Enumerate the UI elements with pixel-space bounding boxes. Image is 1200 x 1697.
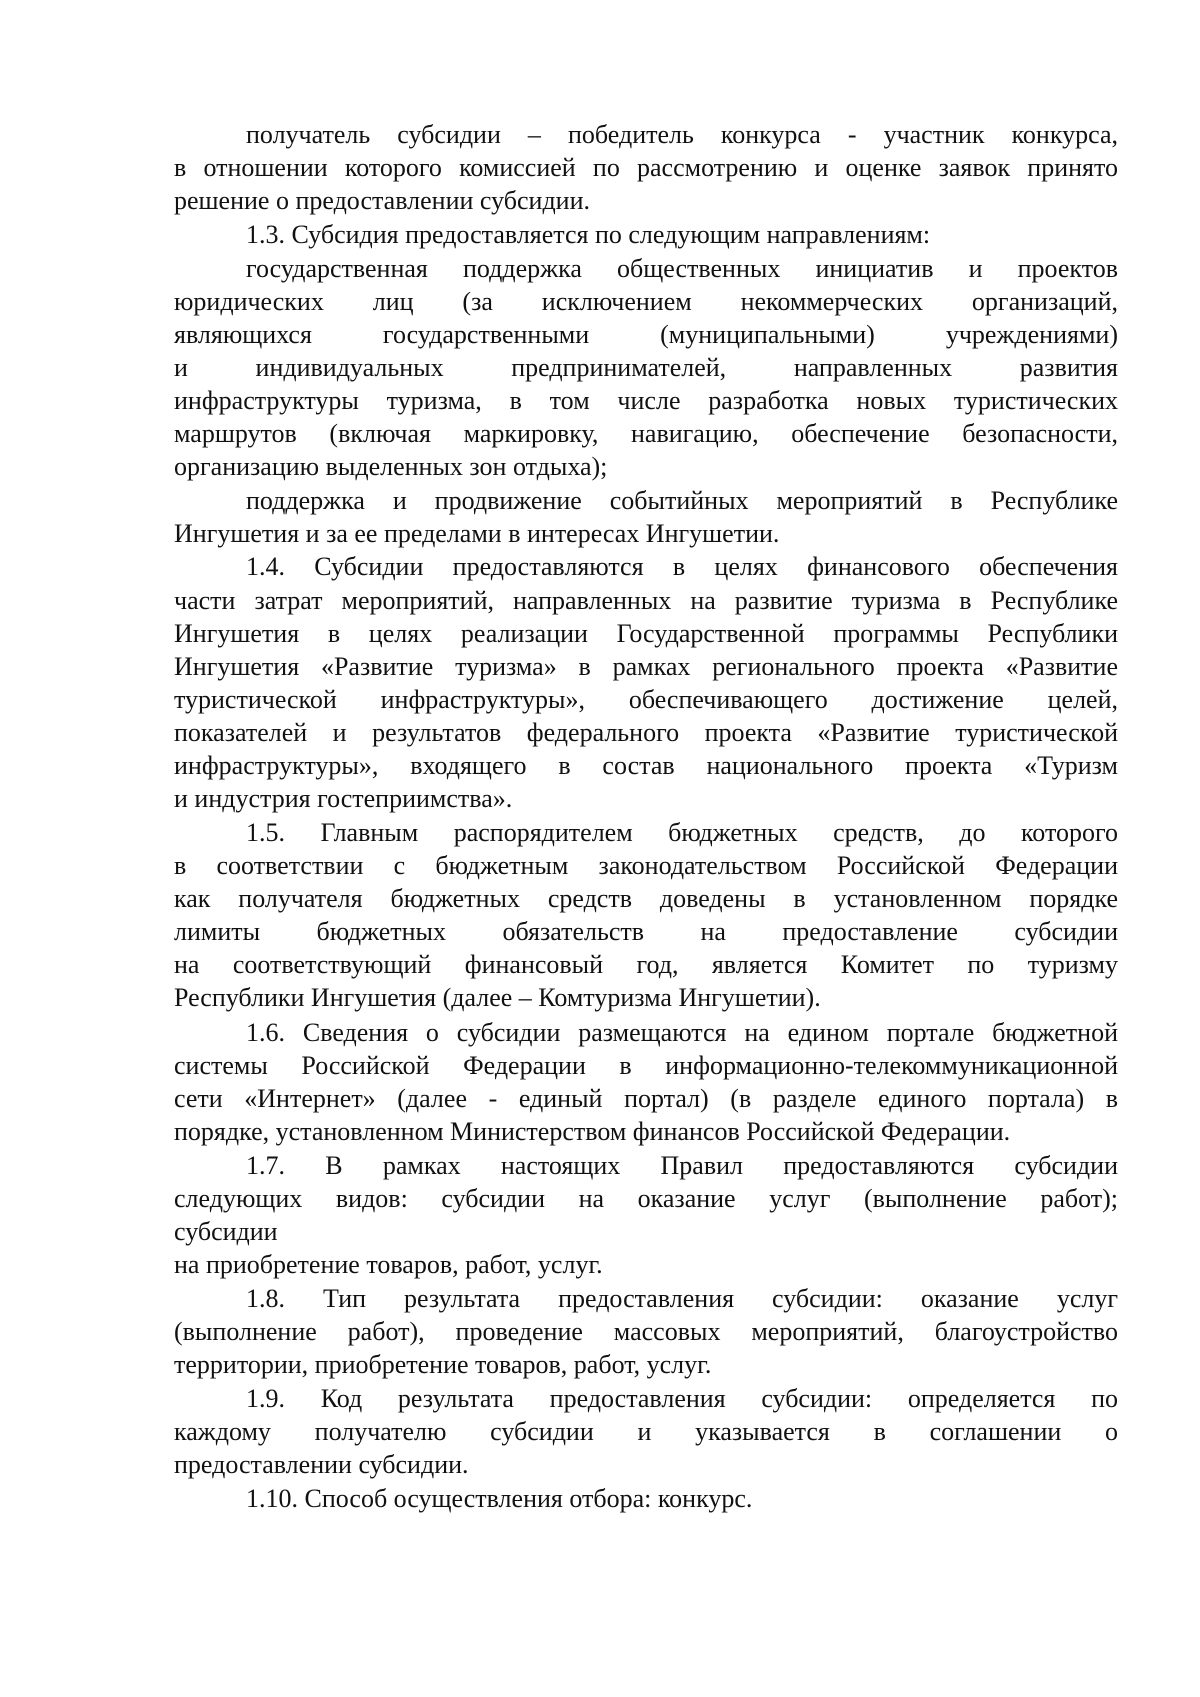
text-line: являющихся государственными (муниципальными) учреждениями) [174, 320, 1118, 349]
section-1-9-line: 1.9. Код результата предоставления субсидии: определяется по [246, 1384, 1118, 1413]
text-line: решение о предоставлении субсидии. [174, 186, 590, 215]
text-line: на соответствующий финансовый год, является Комитет по туризму [174, 950, 1118, 979]
text-line: предоставлении субсидии. [174, 1450, 469, 1479]
text-line: государственная поддержка общественных инициатив и проектов [246, 254, 1118, 283]
text-line: субсидии [174, 1217, 278, 1246]
section-1-6-line: 1.6. Сведения о субсидии размещаются на едином портале бюджетной [246, 1018, 1118, 1047]
text-line: организацию выделенных зон отдыха); [174, 452, 608, 481]
text-line: каждому получателю субсидии и указывается в соглашении о [174, 1417, 1118, 1446]
text-line: (выполнение работ), проведение массовых мероприятий, благоустройство [174, 1317, 1118, 1346]
text-line: порядке, установленном Министерством финансов Российской Федерации. [174, 1117, 1011, 1146]
text-line: получатель субсидии – победитель конкурса - участник конкурса, [246, 120, 1118, 149]
text-line: на приобретение товаров, работ, услуг. [174, 1250, 603, 1279]
text-line: туристической инфраструктуры», обеспечивающего достижение целей, [174, 685, 1118, 714]
section-1-3-heading: 1.3. Субсидия предоставляется по следующим направлениям: [246, 220, 931, 249]
text-line: Ингушетия «Развитие туризма» в рамках регионального проекта «Развитие [174, 652, 1118, 681]
section-1-8-line: 1.8. Тип результата предоставления субсидии: оказание услуг [246, 1284, 1118, 1313]
section-1-5-line: 1.5. Главным распорядителем бюджетных средств, до которого [246, 818, 1118, 847]
text-line: части затрат мероприятий, направленных на развитие туризма в Республике [174, 586, 1118, 615]
text-line: инфраструктуры», входящего в состав национального проекта «Туризм [174, 751, 1118, 780]
section-1-10-line: 1.10. Способ осуществления отбора: конкурс. [246, 1484, 753, 1513]
text-line: в соответствии с бюджетным законодательством Российской Федерации [174, 851, 1118, 880]
text-line: и индустрия гостеприимства». [174, 784, 513, 813]
text-line: маршрутов (включая маркировку, навигацию, обеспечение безопасности, [174, 419, 1118, 448]
text-line: Ингушетия в целях реализации Государственной программы Республики [174, 619, 1118, 648]
text-line: в отношении которого комиссией по рассмотрению и оценке заявок принято [174, 153, 1118, 182]
text-line: Ингушетия и за ее пределами в интересах Ингушетии. [174, 519, 780, 548]
text-line: поддержка и продвижение событийных мероприятий в Республике [246, 486, 1118, 515]
text-line: территории, приобретение товаров, работ, услуг. [174, 1350, 712, 1379]
text-line: системы Российской Федерации в информационно-телекоммуникационной [174, 1051, 1118, 1080]
text-line: юридических лиц (за исключением некоммерческих организаций, [174, 287, 1118, 316]
text-line: инфраструктуры туризма, в том числе разработка новых туристических [174, 386, 1118, 415]
text-line: сети «Интернет» (далее - единый портал) (в разделе единого портала) в [174, 1084, 1118, 1113]
section-1-4-line: 1.4. Субсидии предоставляются в целях финансового обеспечения [246, 552, 1118, 581]
text-line: лимиты бюджетных обязательств на предоставление субсидии [174, 917, 1118, 946]
text-line: показателей и результатов федерального проекта «Развитие туристической [174, 718, 1118, 747]
text-line: следующих видов: субсидии на оказание услуг (выполнение работ); [174, 1184, 1118, 1213]
section-1-7-line: 1.7. В рамках настоящих Правил предоставляются субсидии [246, 1151, 1118, 1180]
text-line: Республики Ингушетия (далее – Комтуризма Ингушетии). [174, 983, 821, 1012]
text-line: как получателя бюджетных средств доведены в установленном порядке [174, 884, 1118, 913]
text-line: и индивидуальных предпринимателей, направленных развития [174, 353, 1118, 382]
